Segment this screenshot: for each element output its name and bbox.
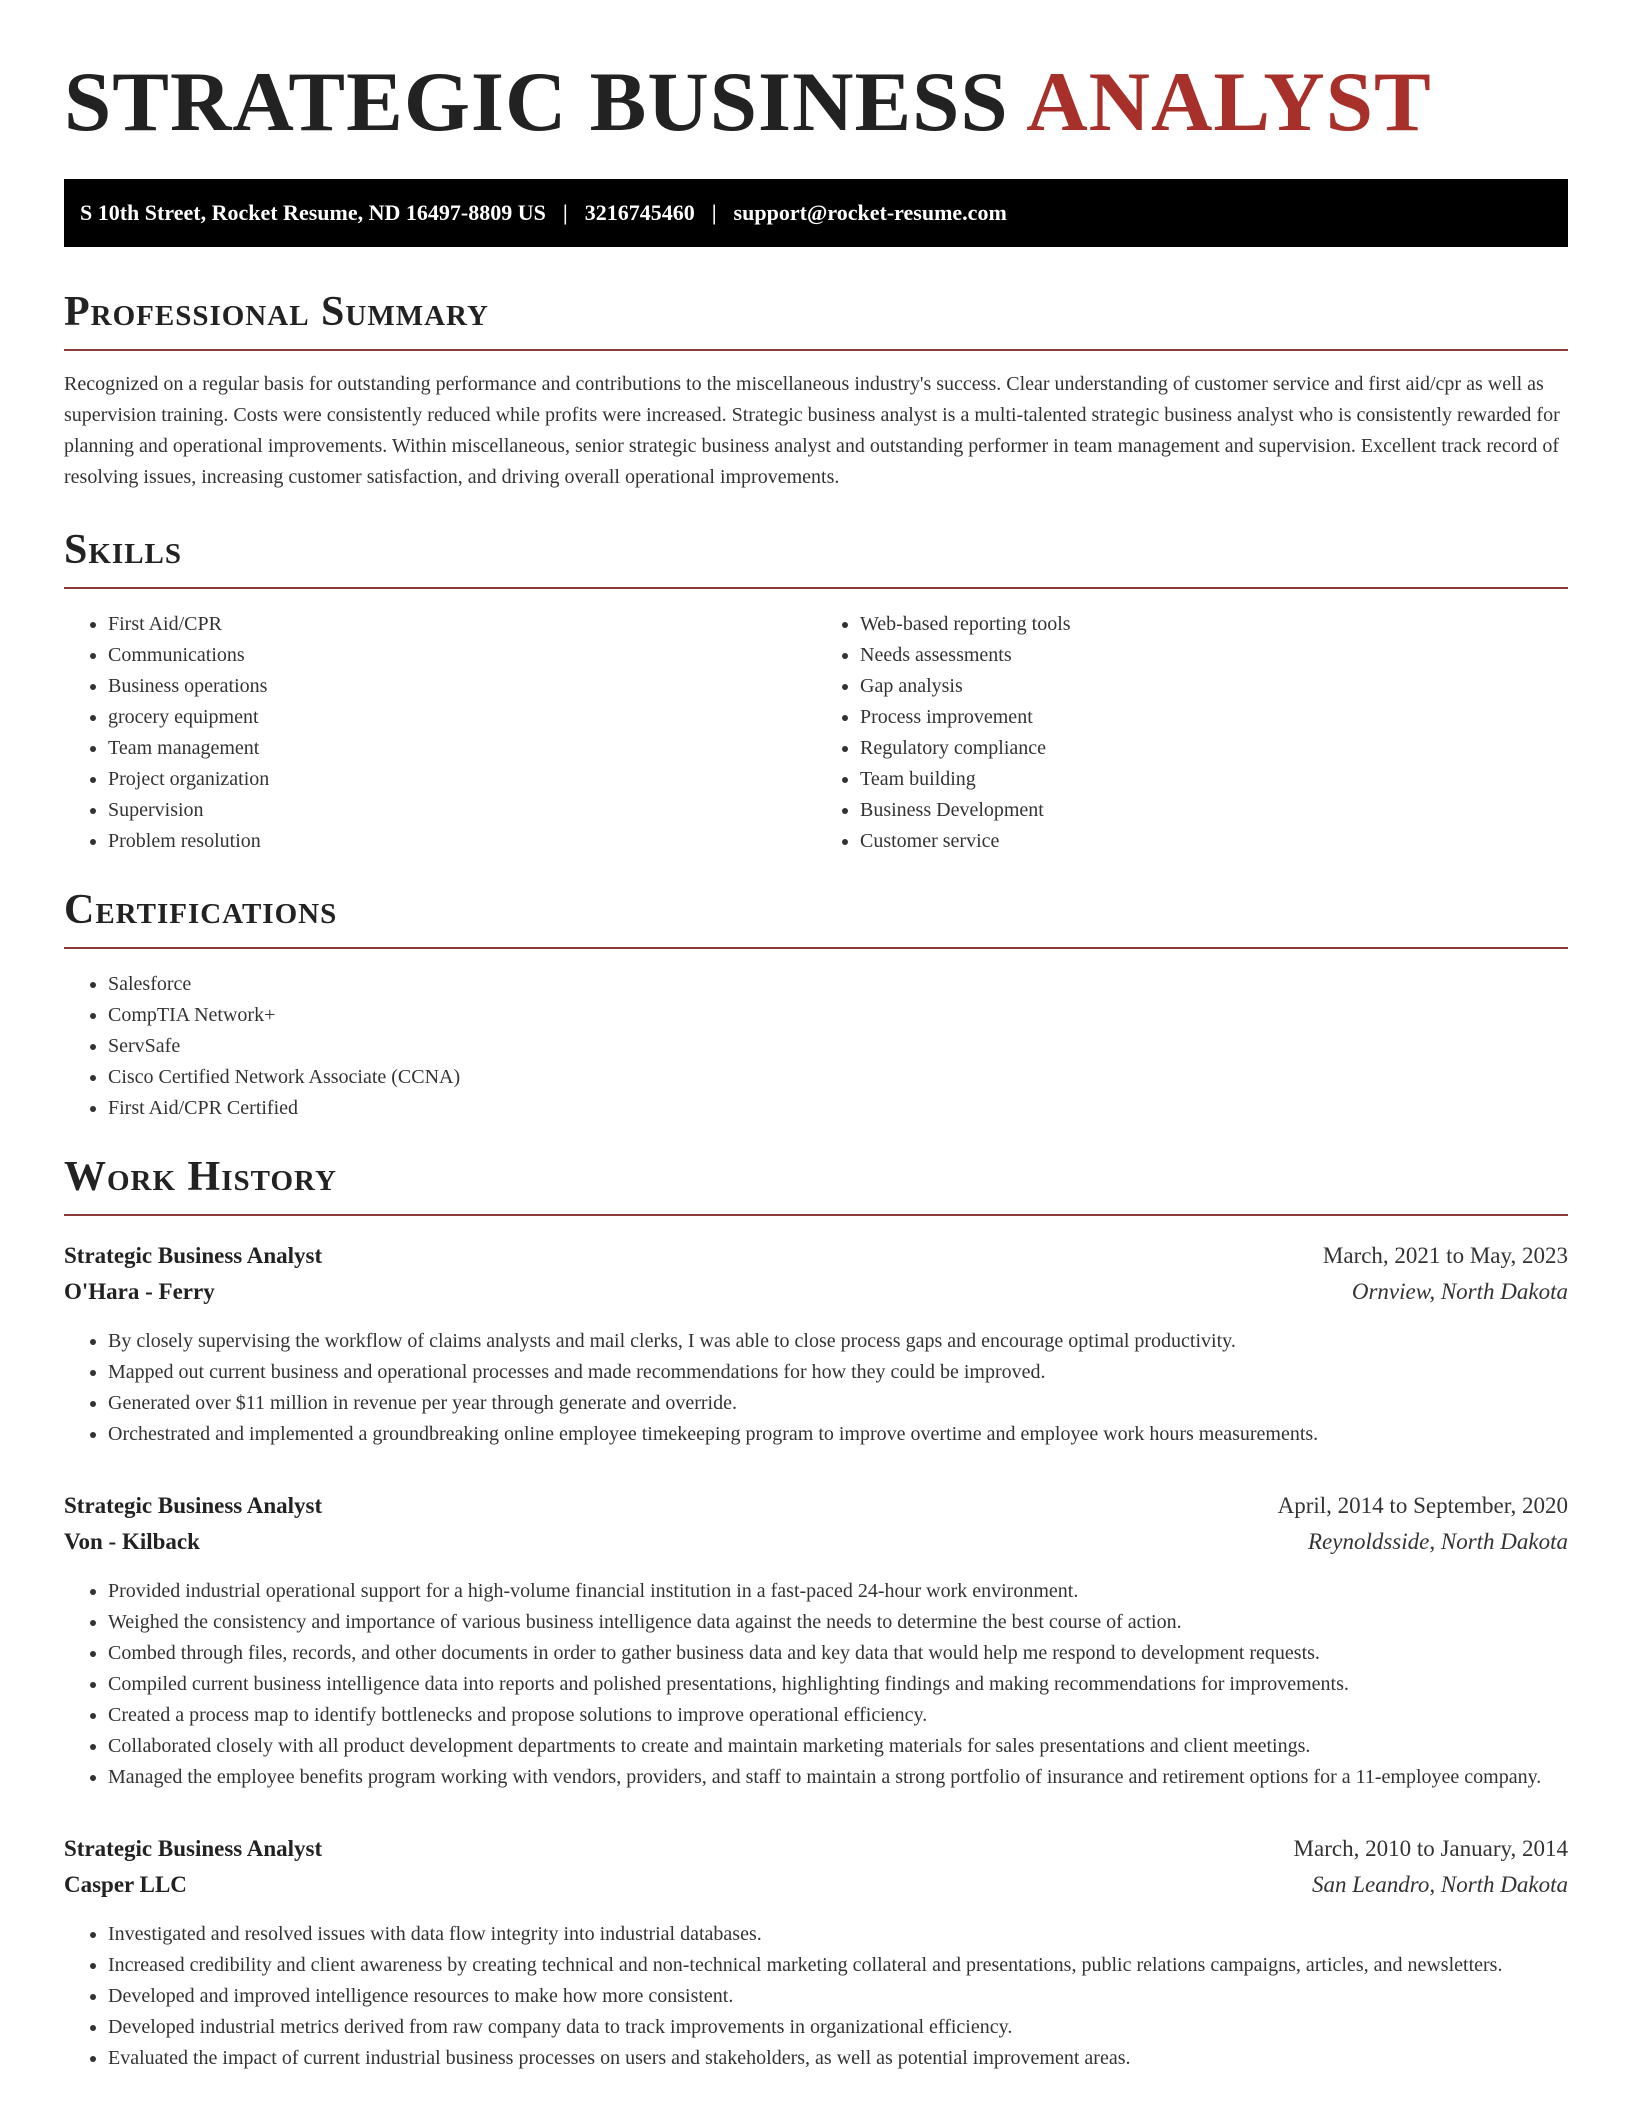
skill-item: • Supervision [108,795,816,826]
job-duty: • Created a process map to identify bottlenecks and propose solutions to improve operational efficiency. [108,1700,1568,1731]
resume-title [64,56,1568,150]
contact-separator: | [711,199,717,225]
contact-bar [64,179,1568,247]
job-title: Strategic Business Analyst [64,1836,323,1862]
job-duty: • By closely supervising the workflow of claims analysts and mail clerks, I was able to close process gaps and encourage optimal productivity. [108,1326,1568,1357]
skill-item: • Customer service [860,826,1568,857]
job-header-row [64,1488,1568,1524]
skill-item: • Process improvement [860,702,1568,733]
section-heading-summary: Professional Summary [64,289,1568,351]
skills-list-left [64,609,816,857]
job-duty: • Investigated and resolved issues with data flow integrity into industrial databases. [108,1919,1568,1950]
certification-item: • First Aid/CPR Certified [108,1093,1568,1124]
job-title: Strategic Business Analyst [64,1493,323,1519]
job-subheader-row [64,1274,1568,1310]
job-duty: • Orchestrated and implemented a groundbreaking online employee timekeeping program to improve overtime and employee work hours measurements. [108,1419,1568,1450]
job-duty: • Collaborated closely with all product development departments to create and maintain marketing materials for sales presentations and client meetings. [108,1731,1568,1762]
skill-item: • Communications [108,640,816,671]
skill-item: • Business Development [860,795,1568,826]
job-duty: • Mapped out current business and operational processes and made recommendations for how they could be improved. [108,1357,1568,1388]
job-location: San Leandro, North Dakota [1312,1872,1568,1898]
skills-section [64,527,1568,857]
job-duty: • Provided industrial operational support for a high-volume financial institution in a fast-paced 24-hour work environment. [108,1576,1568,1607]
skill-item: • grocery equipment [108,702,816,733]
job-subheader-row [64,1524,1568,1560]
job-duties-list [64,1576,1568,1793]
job-company: Von - Kilback [64,1529,200,1555]
job-duty: • Developed industrial metrics derived from raw company data to track improvements in organizational efficiency. [108,2012,1568,2043]
contact-separator: | [562,199,568,225]
summary-text: Recognized on a regular basis for outstanding performance and contributions to the miscellaneous industry's success. Clear understanding of customer service and first aid/cpr as well as supervision training. Costs were consistently reduced while profits were increased. Strategic business analyst is a multi-talented strategic business analyst who is consistently rewarded for planning and operational improvements. Within miscellaneous, senior strategic business analyst and outstanding performer in team management and supervision. Excellent track record of resolving issues, increasing customer satisfaction, and driving overall operational improvements. [64,372,1560,488]
skill-item: • Business operations [108,671,816,702]
job-header-row [64,1831,1568,1867]
job-dates: March, 2010 to January, 2014 [1293,1836,1568,1862]
contact-address: S 10th Street, Rocket Resume, ND 16497-8809 US [80,199,546,225]
skill-item: • Needs assessments [860,640,1568,671]
skill-item: • Regulatory compliance [860,733,1568,764]
certification-item: • Salesforce [108,969,1568,1000]
job-entry [64,1238,1568,1450]
job-duty: • Weighed the consistency and importance of various business intelligence data against the needs to determine the best course of action. [108,1607,1568,1638]
certifications-list [64,969,1568,1124]
job-title: Strategic Business Analyst [64,1243,323,1269]
section-heading-skills: Skills [64,527,1568,589]
skill-item: • Problem resolution [108,826,816,857]
skill-item: • Web-based reporting tools [860,609,1568,640]
title-main: STRATEGIC BUSINESS [64,55,1009,149]
job-duty: • Generated over $11 million in revenue per year through generate and override. [108,1388,1568,1419]
skill-item: • Gap analysis [860,671,1568,702]
title-accent: ANALYST [1026,55,1432,149]
job-dates: April, 2014 to September, 2020 [1277,1493,1568,1519]
contact-phone: 3216745460 [584,199,695,225]
job-duties-list [64,1919,1568,2074]
job-entry [64,1488,1568,1793]
job-subheader-row [64,1867,1568,1903]
job-duty: • Compiled current business intelligence data into reports and polished presentations, highlighting findings and making recommendations for improvements. [108,1669,1568,1700]
job-company: Casper LLC [64,1872,187,1898]
job-duty: • Increased credibility and client awareness by creating technical and non-technical marketing collateral and presentations, public relations campaigns, articles, and newsletters. [108,1950,1568,1981]
skill-item: • Team management [108,733,816,764]
job-duties-list [64,1326,1568,1450]
job-location: Ornview, North Dakota [1351,1279,1568,1305]
job-company: O'Hara - Ferry [64,1279,215,1305]
certifications-section [64,887,1568,1124]
professional-summary-section [64,289,1568,493]
section-heading-work-history: Work History [64,1154,1568,1216]
certification-item: • ServSafe [108,1031,1568,1062]
contact-email: support@rocket-resume.com [733,199,1007,225]
job-dates: March, 2021 to May, 2023 [1322,1243,1568,1269]
job-header-row [64,1238,1568,1274]
job-duty: • Developed and improved intelligence resources to make how more consistent. [108,1981,1568,2012]
job-location: Reynoldsside, North Dakota [1308,1529,1568,1555]
skill-item: • Project organization [108,764,816,795]
section-heading-certifications: Certifications [64,887,1568,949]
skills-columns [64,589,1568,857]
certification-item: • Cisco Certified Network Associate (CCNA) [108,1062,1568,1093]
job-duty: • Evaluated the impact of current industrial business processes on users and stakeholders, as well as potential improvement areas. [108,2043,1568,2074]
job-duty: • Managed the employee benefits program working with vendors, providers, and staff to maintain a strong portfolio of insurance and retirement options for a 11-employee company. [108,1762,1568,1793]
work-history-section [64,1154,1568,2074]
job-duty: • Combed through files, records, and other documents in order to gather business data and key data that would help me respond to development requests. [108,1638,1568,1669]
certification-item: • CompTIA Network+ [108,1000,1568,1031]
skill-item: • Team building [860,764,1568,795]
skill-item: • First Aid/CPR [108,609,816,640]
skills-list-right [816,609,1568,857]
job-entry [64,1831,1568,2074]
